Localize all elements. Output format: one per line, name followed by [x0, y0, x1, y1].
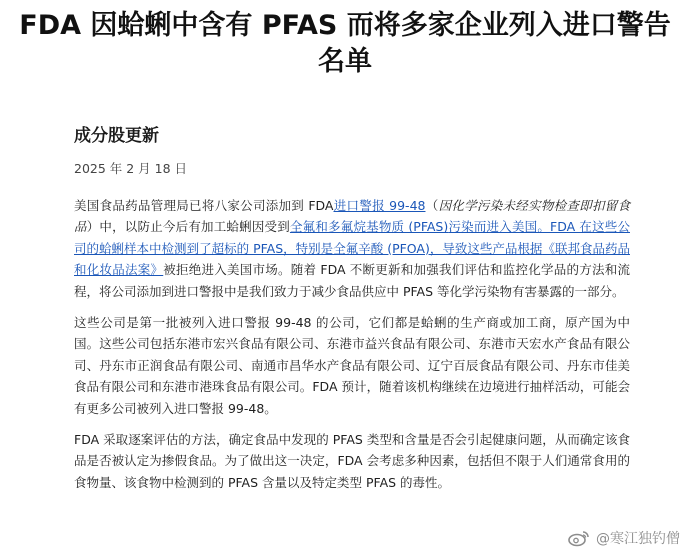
- import-alert-link[interactable]: 进口警报 99-48: [333, 198, 426, 213]
- p1-text-1: 美国食品药品管理局已将八家公司添加到 FDA: [74, 198, 334, 213]
- page-title: FDA 因蛤蜊中含有 PFAS 而将多家企业列入进口警告名单: [19, 10, 671, 77]
- section-title: 成分股更新: [74, 126, 159, 146]
- publish-date: 2025 年 2 月 18 日: [74, 161, 188, 176]
- article-body: [74, 124, 630, 503]
- fdc-act-link[interactable]: 《联邦食品药品和化妆品法案》: [74, 240, 630, 278]
- p1-text-3: ）中，以防止今后有加工蛤蜊因受到: [86, 219, 290, 235]
- paragraph-3: FDA 采取逐案评估的方法，确定食品中发现的 PFAS 类型和含量是否会引起健康问题，从而确定该食品是否被认定为掺假食品。为了做出这一决定，FDA 会考虑多种因素，包括但不限于人们通常食用的食物量、该食物中检测到的 PFAS 含量以及特定类型 PFAS 的毒性。: [74, 432, 630, 490]
- p1-italic-title: 因化学污染未经实物检查即扣留食品: [74, 198, 631, 235]
- paragraph-2: 这些公司是第一批被列入进口警报 99-48 的公司，它们都是蛤蜊的生产商或加工商，原产国为中国。这些公司包括东港市宏兴食品有限公司、东港市益兴食品有限公司、东港市天宏水产食品有限公司、丹东市正润食品有限公司、南通市昌华水产食品有限公司、辽宁百辰食品有限公司、丹东市佳美食品有限公司和东港市港珠食品有限公司。FDA 预计，随着该机构继续在边境进行抽样活动，可能会有更多公司被列入进口警报 99-48。: [74, 315, 630, 416]
- watermark-text: @寒江独钓僧: [596, 531, 680, 547]
- pfas-link[interactable]: 全氟和多氟烷基物质 (PFAS): [289, 219, 449, 235]
- p1-text-4: 被拒绝进入美国市场。随着 FDA 不断更新和加强我们评估和监控化学品的方法和流程，将公司添加到进口警报中是我们致力于减少食品供应中 PFAS 等化学污染物有害暴露的一部分。: [74, 262, 630, 299]
- paragraph-1: [74, 195, 630, 302]
- pfas-contamination-link[interactable]: 污染而进入美国。FDA 在这些公司的蛤蜊样本中检测到了超标的 PFAS，特别是全氟辛酸 (PFOA)，导致这些产品根据: [74, 219, 630, 256]
- p1-text-2: （: [425, 198, 439, 213]
- weibo-logo-icon: [568, 529, 590, 547]
- weibo-watermark: [568, 528, 680, 548]
